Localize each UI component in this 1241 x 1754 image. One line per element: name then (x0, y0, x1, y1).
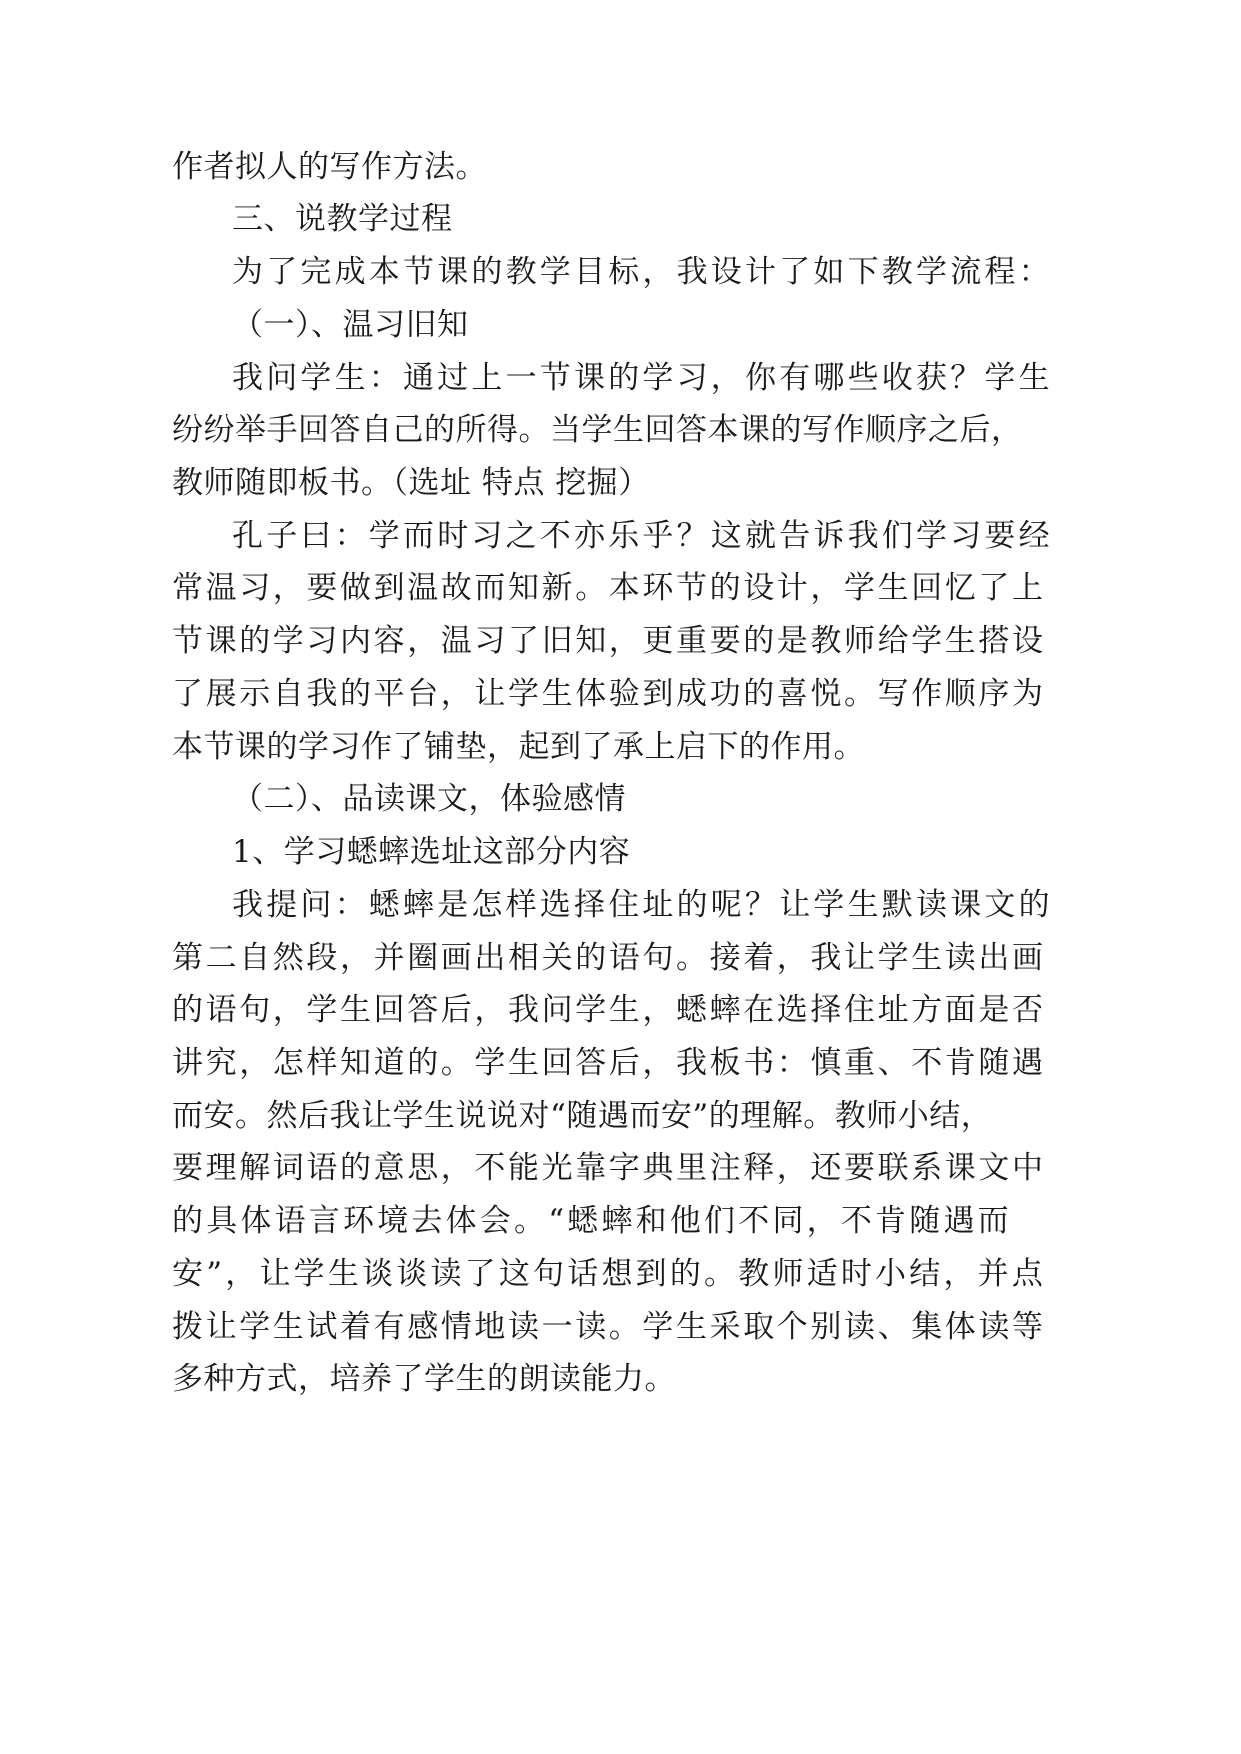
text-line: 第二自然段，并圈画出相关的语句。接着，我让学生读出画 (172, 940, 1046, 976)
text-line: 纷纷举手回答自己的所得。当学生回答本课的写作顺序之后， (172, 412, 1023, 448)
text-line: 了展示自我的平台，让学生体验到成功的喜悦。写作顺序为 (172, 676, 1046, 712)
text-line: 常温习，要做到温故而知新。本环节的设计，学生回忆了上 (172, 570, 1046, 606)
section-heading: 三、说教学过程 (232, 201, 453, 237)
text-line: 孔子曰：学而时习之不亦乐乎？这就告诉我们学习要经 (232, 518, 1053, 554)
text-line: 节课的学习内容，温习了旧知，更重要的是教师给学生搭设 (172, 623, 1046, 659)
text-line: 教师随即板书。（选址 特点 挖掘） (172, 465, 650, 501)
text-line: 本节课的学习作了铺垫，起到了承上启下的作用。 (172, 729, 865, 765)
text-line: 多种方式，培养了学生的朗读能力。 (172, 1361, 676, 1397)
text-line: 为了完成本节课的教学目标，我设计了如下教学流程： (232, 254, 1053, 290)
text-line: 作者拟人的写作方法。 (172, 149, 487, 185)
text-line: 我问学生：通过上一节课的学习，你有哪些收获？学生 (232, 360, 1053, 396)
subsection-heading: （二）、品读课文，体验感情 (232, 781, 626, 817)
text-line: 而安。然后我让学生说说对“随遇而安”的理解。教师小结， (172, 1098, 993, 1134)
text-line: 的语句，学生回答后，我问学生，蟋蟀在选择住址方面是否 (172, 992, 1046, 1028)
text-line: 我提问：蟋蟀是怎样选择住址的呢？让学生默读课文的 (232, 887, 1053, 923)
text-line: 讲究，怎样知道的。学生回答后，我板书：慎重、不肯随遇 (172, 1045, 1046, 1081)
text-line: 拨让学生试着有感情地读一读。学生采取个别读、集体读等 (172, 1309, 1046, 1345)
subsection-heading: （一）、温习旧知 (232, 307, 469, 343)
text-line: 安”，让学生谈谈读了这句话想到的。教师适时小结，并点 (172, 1256, 1047, 1292)
item-heading: 1、学习蟋蟀选址这部分内容 (232, 834, 631, 870)
text-line: 的具体语言环境去体会。“蟋蟀和他们不同，不肯随遇而 (172, 1203, 1012, 1239)
text-line: 要理解词语的意思，不能光靠字典里注释，还要联系课文中 (172, 1150, 1046, 1186)
